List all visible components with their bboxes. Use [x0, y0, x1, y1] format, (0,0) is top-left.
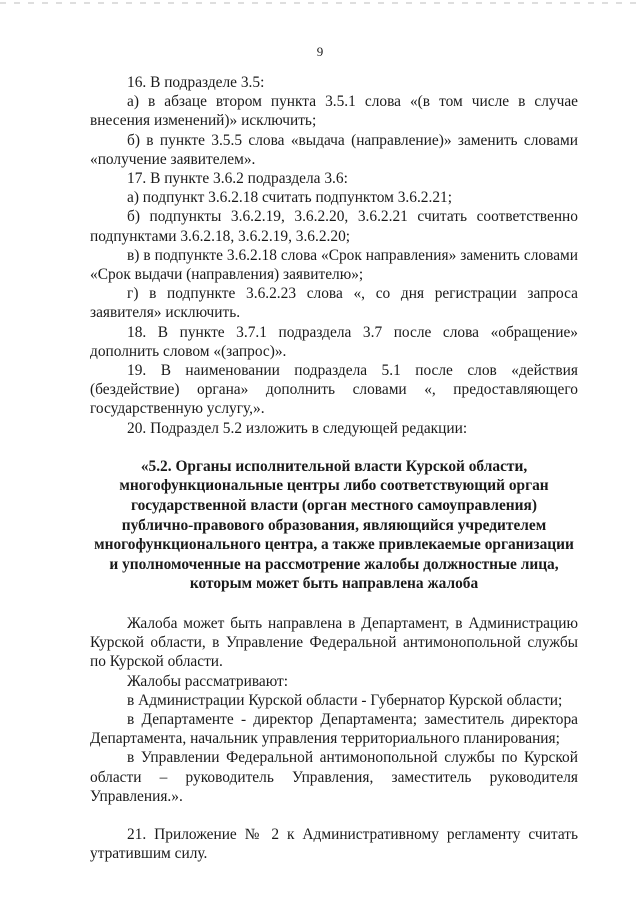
scan-edge-artifact [0, 2, 640, 4]
paragraph-17a: а) подпункт 3.6.2.18 считать подпунктом 3.6.2.21; [127, 189, 453, 207]
paragraph-18: 18. В пункте 3.7.1 подраздела 3.7 после слова «обращение» дополнить словом «(запрос)». [90, 323, 578, 360]
page-number: 9 [316, 44, 324, 59]
paragraph-gap [90, 806, 578, 825]
paragraph-20: 20. Подраздел 5.2 изложить в следующей редакции: [127, 419, 468, 437]
paragraph-17: 17. В пункте 3.6.2 подраздела 3.6: [127, 170, 348, 188]
paragraph-16b: б) в пункте 3.5.5 слова «выдача (направление)» заменить словами «получение заявителем». [90, 131, 578, 168]
paragraph-17g: г) в подпункте 3.6.2.23 слова «, со дня регистрации запроса заявителя» исключить. [90, 285, 578, 322]
paragraph-17b: б) подпункты 3.6.2.19, 3.6.2.20, 3.6.2.21 считать соответственно подпунктами 3.6.2.18, 3.6.2.19, 3.6.2.20; [90, 208, 578, 245]
paragraph-19: 19. В наименовании подраздела 5.1 после слов «действия (бездействие) органа» дополнить словами «, предоставляющего государственную услугу,». [90, 362, 578, 418]
paragraph-complaint-recipients: Жалоба может быть направлена в Департамент, в Администрацию Курской области, в Управление Федеральной антимонопольной службы по Курской области. [90, 615, 578, 671]
section-heading-5-2: «5.2. Органы исполнительной власти Курской области, многофункциональные центры либо соответствующий орган государственной власти (орган местного самоуправления) публично-правового образования, являющийся учредителем многофункционального центра, а также привлекаемые организации и уполномоченные на рассмотрение жалобы должностные лица, которым может быть направлена жалоба [94, 457, 574, 593]
paragraph-21: 21. Приложение № 2 к Административному регламенту считать утратившим силу. [90, 826, 578, 863]
paragraph-17v: в) в подпункте 3.6.2.18 слова «Срок направления» заменить словами «Срок выдачи (направления) заявителю»; [90, 246, 578, 284]
paragraph-reviewer-department: в Департаменте - директор Департамента; заместитель директора Департамента, начальник управления территориального планирования; [90, 711, 578, 748]
paragraph-16a: а) в абзаце втором пункта 3.5.1 слова «(в том числе в случае внесения изменений)» исключить; [90, 93, 578, 130]
paragraph-reviewer-administration: в Администрации Курской области - Губернатор Курской области; [127, 691, 563, 709]
paragraph-reviewer-antimonopoly: в Управлении Федеральной антимонопольной службы по Курской области – руководитель Управления, заместитель руководителя Управления.». [90, 749, 578, 805]
paragraph-16: 16. В подразделе 3.5: [127, 74, 265, 91]
paragraph-reviewers-intro: Жалобы рассматривают: [127, 672, 289, 690]
document-body [90, 73, 578, 863]
